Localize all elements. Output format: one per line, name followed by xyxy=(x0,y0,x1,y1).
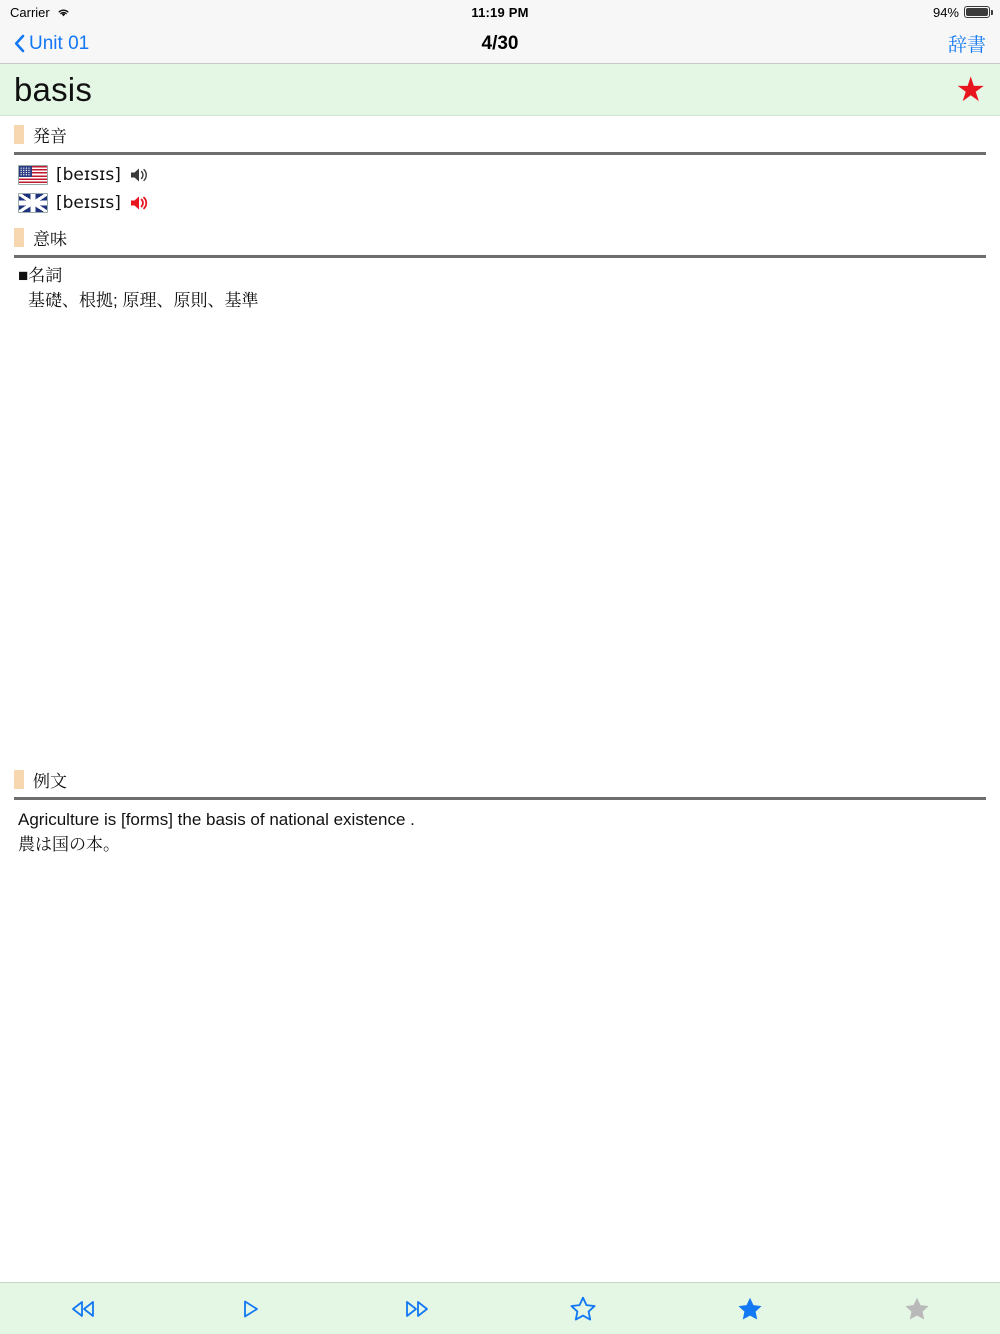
status-bar-clock: 11:19 PM xyxy=(471,4,529,20)
uk-flag-icon xyxy=(18,193,48,213)
example-sentence-japanese: 農は国の本。 xyxy=(18,834,120,854)
section-header-meaning xyxy=(0,219,1000,254)
play-icon xyxy=(239,1298,261,1320)
battery-icon xyxy=(964,6,990,18)
example-sentence-english: Agriculture is [forms] the basis of national existence . xyxy=(18,810,415,830)
pronunciation-list xyxy=(0,155,1000,219)
navigation-bar xyxy=(0,24,1000,64)
battery-percent-label: 94% xyxy=(932,4,959,20)
speaker-icon[interactable] xyxy=(129,165,151,185)
meaning-spacer xyxy=(0,313,1000,761)
section-title-meaning: 意味 xyxy=(33,230,67,249)
star-disabled-button[interactable] xyxy=(833,1283,1000,1334)
definition-text: 基礎、根拠; 原理、原則、基準 xyxy=(28,290,259,310)
speaker-icon-active[interactable] xyxy=(129,193,151,213)
section-header-example xyxy=(0,761,1000,796)
ipa-us: [beɪsɪs] xyxy=(56,165,121,185)
star-filled-icon xyxy=(903,1295,931,1323)
word-text: basis xyxy=(14,70,93,108)
us-flag-icon xyxy=(18,165,48,185)
pronunciation-row-uk[interactable] xyxy=(0,189,1000,217)
pronunciation-row-us[interactable] xyxy=(0,161,1000,189)
example-body xyxy=(0,800,1000,857)
fast-forward-button[interactable] xyxy=(333,1283,500,1334)
star-filled-button[interactable] xyxy=(667,1283,834,1334)
dictionary-button[interactable]: 辞書 xyxy=(947,35,986,56)
star-filled-icon xyxy=(736,1295,764,1323)
fast-forward-icon xyxy=(402,1298,432,1320)
section-tag-icon xyxy=(14,228,24,247)
section-tag-icon xyxy=(14,125,24,144)
section-title-example: 例文 xyxy=(33,772,67,792)
star-outline-button[interactable] xyxy=(500,1283,667,1334)
star-filled-icon[interactable]: ★ xyxy=(955,70,986,109)
section-tag-icon xyxy=(14,770,24,789)
word-header xyxy=(0,64,1000,116)
rewind-icon xyxy=(68,1298,98,1320)
section-header-pronunciation xyxy=(0,116,1000,151)
rewind-button[interactable] xyxy=(0,1283,167,1334)
back-button-label: Unit 01 xyxy=(29,32,90,54)
part-of-speech-label: ■名詞 xyxy=(18,266,63,285)
section-title-pronunciation: 発音 xyxy=(33,127,67,146)
ipa-uk: [beɪsɪs] xyxy=(56,193,121,213)
meaning-body xyxy=(0,258,1000,313)
page-title: 4/30 xyxy=(481,32,519,54)
status-bar xyxy=(0,0,1000,24)
play-button[interactable] xyxy=(167,1283,334,1334)
star-outline-icon xyxy=(569,1295,597,1323)
bottom-toolbar xyxy=(0,1282,1000,1334)
carrier-label: Carrier xyxy=(10,4,50,20)
